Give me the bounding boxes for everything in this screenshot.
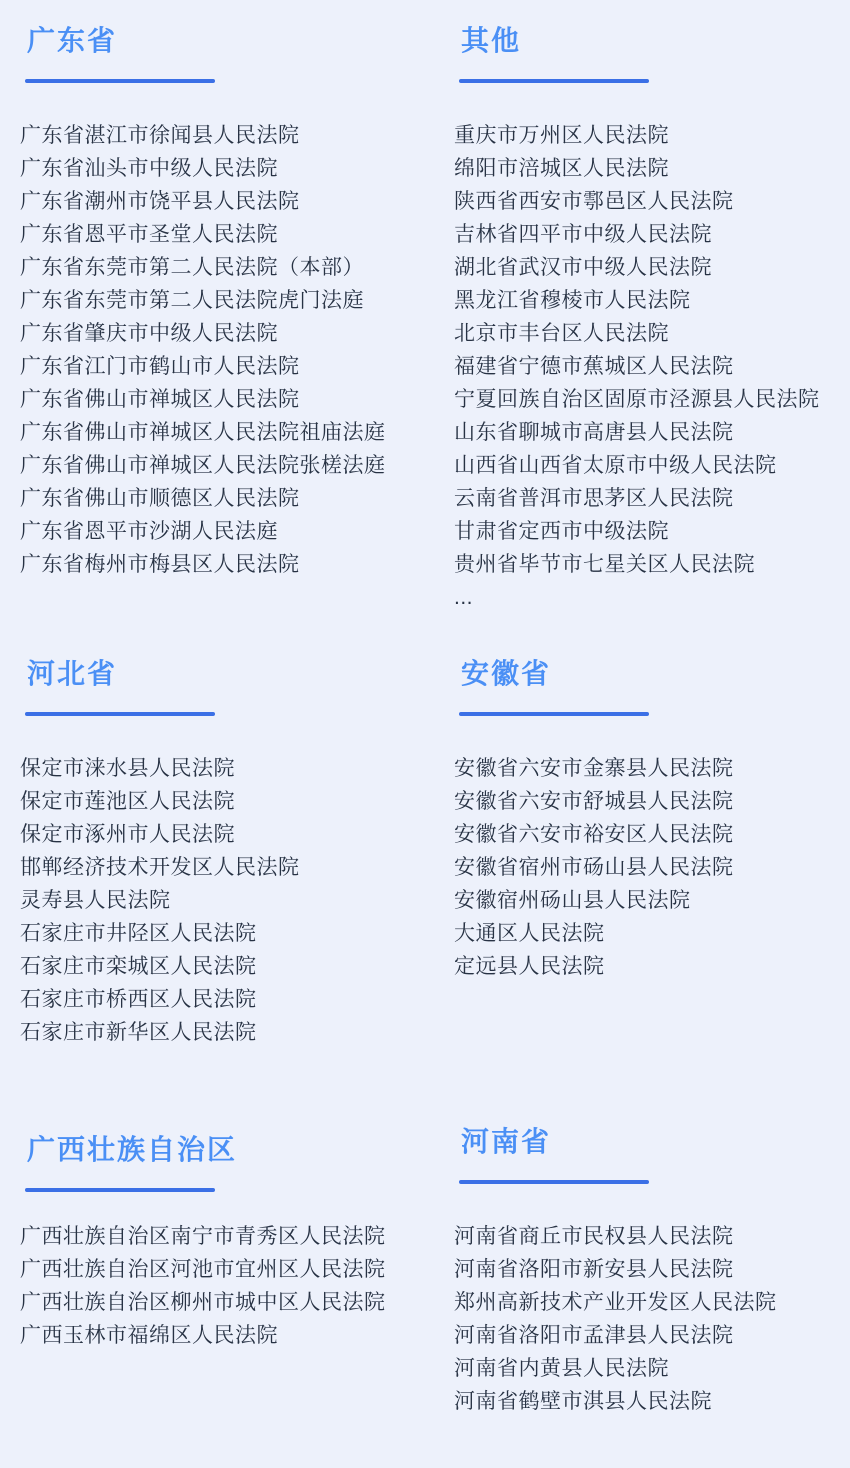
court-list-item: 吉林省四平市中级人民法院 [454,223,712,246]
court-list-item: 灵寿县人民法院 [20,889,171,912]
court-list-item: 广东省东莞市第二人民法院（本部） [20,256,364,279]
court-list-item: 广东省恩平市沙湖人民法庭 [20,520,278,543]
section-title-underline [25,1188,215,1192]
section-title-guangdong: 广东省 [27,25,118,56]
court-list-item: 广东省佛山市禅城区人民法院祖庙法庭 [20,421,386,444]
section-guangxi [20,1128,454,1418]
court-list-item: 河南省洛阳市新安县人民法院 [454,1258,734,1281]
court-list-item: 保定市涿州市人民法院 [20,823,235,846]
court-list-item: 重庆市万州区人民法院 [454,124,669,147]
court-list-item: 陕西省西安市鄠邑区人民法院 [454,190,734,213]
court-list-item: 广东省江门市鹤山市人民法院 [20,355,300,378]
court-list-item: 山西省山西省太原市中级人民法院 [454,454,777,477]
court-list-anhui [454,752,850,983]
court-list-item: 广西玉林市福绵区人民法院 [20,1324,278,1347]
section-title-guangxi: 广西壮族自治区 [27,1134,238,1165]
court-list-item: 广东省佛山市顺德区人民法院 [20,487,300,510]
court-list-item: 北京市丰台区人民法院 [454,322,669,345]
court-list-item: 河南省商丘市民权县人民法院 [454,1225,734,1248]
court-list-item: 广东省佛山市禅城区人民法院 [20,388,300,411]
court-list-item: 广东省梅州市梅县区人民法院 [20,553,300,576]
court-list-item: 湖北省武汉市中级人民法院 [454,256,712,279]
court-list-item: 保定市莲池区人民法院 [20,790,235,813]
section-guangdong [20,27,454,660]
section-title-underline [459,79,649,83]
court-list-item: 河南省洛阳市孟津县人民法院 [454,1324,734,1347]
court-list-item: 黑龙江省穆棱市人民法院 [454,289,691,312]
section-title-hebei: 河北省 [27,658,118,689]
court-list-guangxi [20,1220,454,1352]
court-list-item: 广西壮族自治区河池市宜州区人民法院 [20,1258,386,1281]
court-list-item: 甘肃省定西市中级法院 [454,520,669,543]
sections-grid [20,27,850,1418]
court-list-item: 福建省宁德市蕉城区人民法院 [454,355,734,378]
court-list-guangdong [20,119,454,581]
court-list-item: 绵阳市涪城区人民法院 [454,157,669,180]
court-list-item: 石家庄市井陉区人民法院 [20,922,257,945]
court-list-item: 广东省肇庆市中级人民法院 [20,322,278,345]
section-hebei [20,660,454,1128]
court-list-item: 石家庄市桥西区人民法院 [20,988,257,1011]
court-list-item: 广东省东莞市第二人民法院虎门法庭 [20,289,364,312]
court-list-item: 河南省内黄县人民法院 [454,1357,669,1380]
court-list-item: 郑州高新技术产业开发区人民法院 [454,1291,777,1314]
court-list-item: 石家庄市新华区人民法院 [20,1021,257,1044]
section-title-underline [25,712,215,716]
court-list-henan [454,1220,850,1418]
court-list-item: 安徽省六安市舒城县人民法院 [454,790,734,813]
court-list-item: 邯郸经济技术开发区人民法院 [20,856,300,879]
section-title-underline [459,1180,649,1184]
court-list-item: 安徽省六安市金寨县人民法院 [454,757,734,780]
court-list-item: 石家庄市栾城区人民法院 [20,955,257,978]
court-list-item: 广西壮族自治区南宁市青秀区人民法院 [20,1225,386,1248]
court-list-item: 山东省聊城市高唐县人民法院 [454,421,734,444]
section-title-underline [25,79,215,83]
section-title-underline [459,712,649,716]
court-list-item: 贵州省毕节市七星关区人民法院 [454,553,755,576]
court-list-hebei [20,752,454,1049]
court-list-item: 云南省普洱市思茅区人民法院 [454,487,734,510]
court-list-item: 定远县人民法院 [454,955,605,978]
court-list-item: 广东省汕头市中级人民法院 [20,157,278,180]
court-list-item: 宁夏回族自治区固原市泾源县人民法院 [454,388,820,411]
court-list-other [454,119,850,614]
section-other [454,27,850,660]
court-list-item: 广东省湛江市徐闻县人民法院 [20,124,300,147]
section-title-henan: 河南省 [461,1126,552,1157]
court-list-item: ... [454,586,474,609]
court-list-item: 广西壮族自治区柳州市城中区人民法院 [20,1291,386,1314]
court-list-item: 广东省恩平市圣堂人民法院 [20,223,278,246]
court-list-item: 广东省佛山市禅城区人民法院张槎法庭 [20,454,386,477]
court-list-item: 安徽省六安市裕安区人民法院 [454,823,734,846]
section-henan [454,1128,850,1418]
court-list-item: 大通区人民法院 [454,922,605,945]
court-list-item: 广东省潮州市饶平县人民法院 [20,190,300,213]
section-title-anhui: 安徽省 [461,658,552,689]
court-list-item: 安徽省宿州市砀山县人民法院 [454,856,734,879]
court-list-item: 安徽宿州砀山县人民法院 [454,889,691,912]
court-list-item: 保定市涞水县人民法院 [20,757,235,780]
court-list-item: 河南省鹤壁市淇县人民法院 [454,1390,712,1413]
section-title-other: 其他 [461,25,522,56]
section-anhui [454,660,850,1128]
